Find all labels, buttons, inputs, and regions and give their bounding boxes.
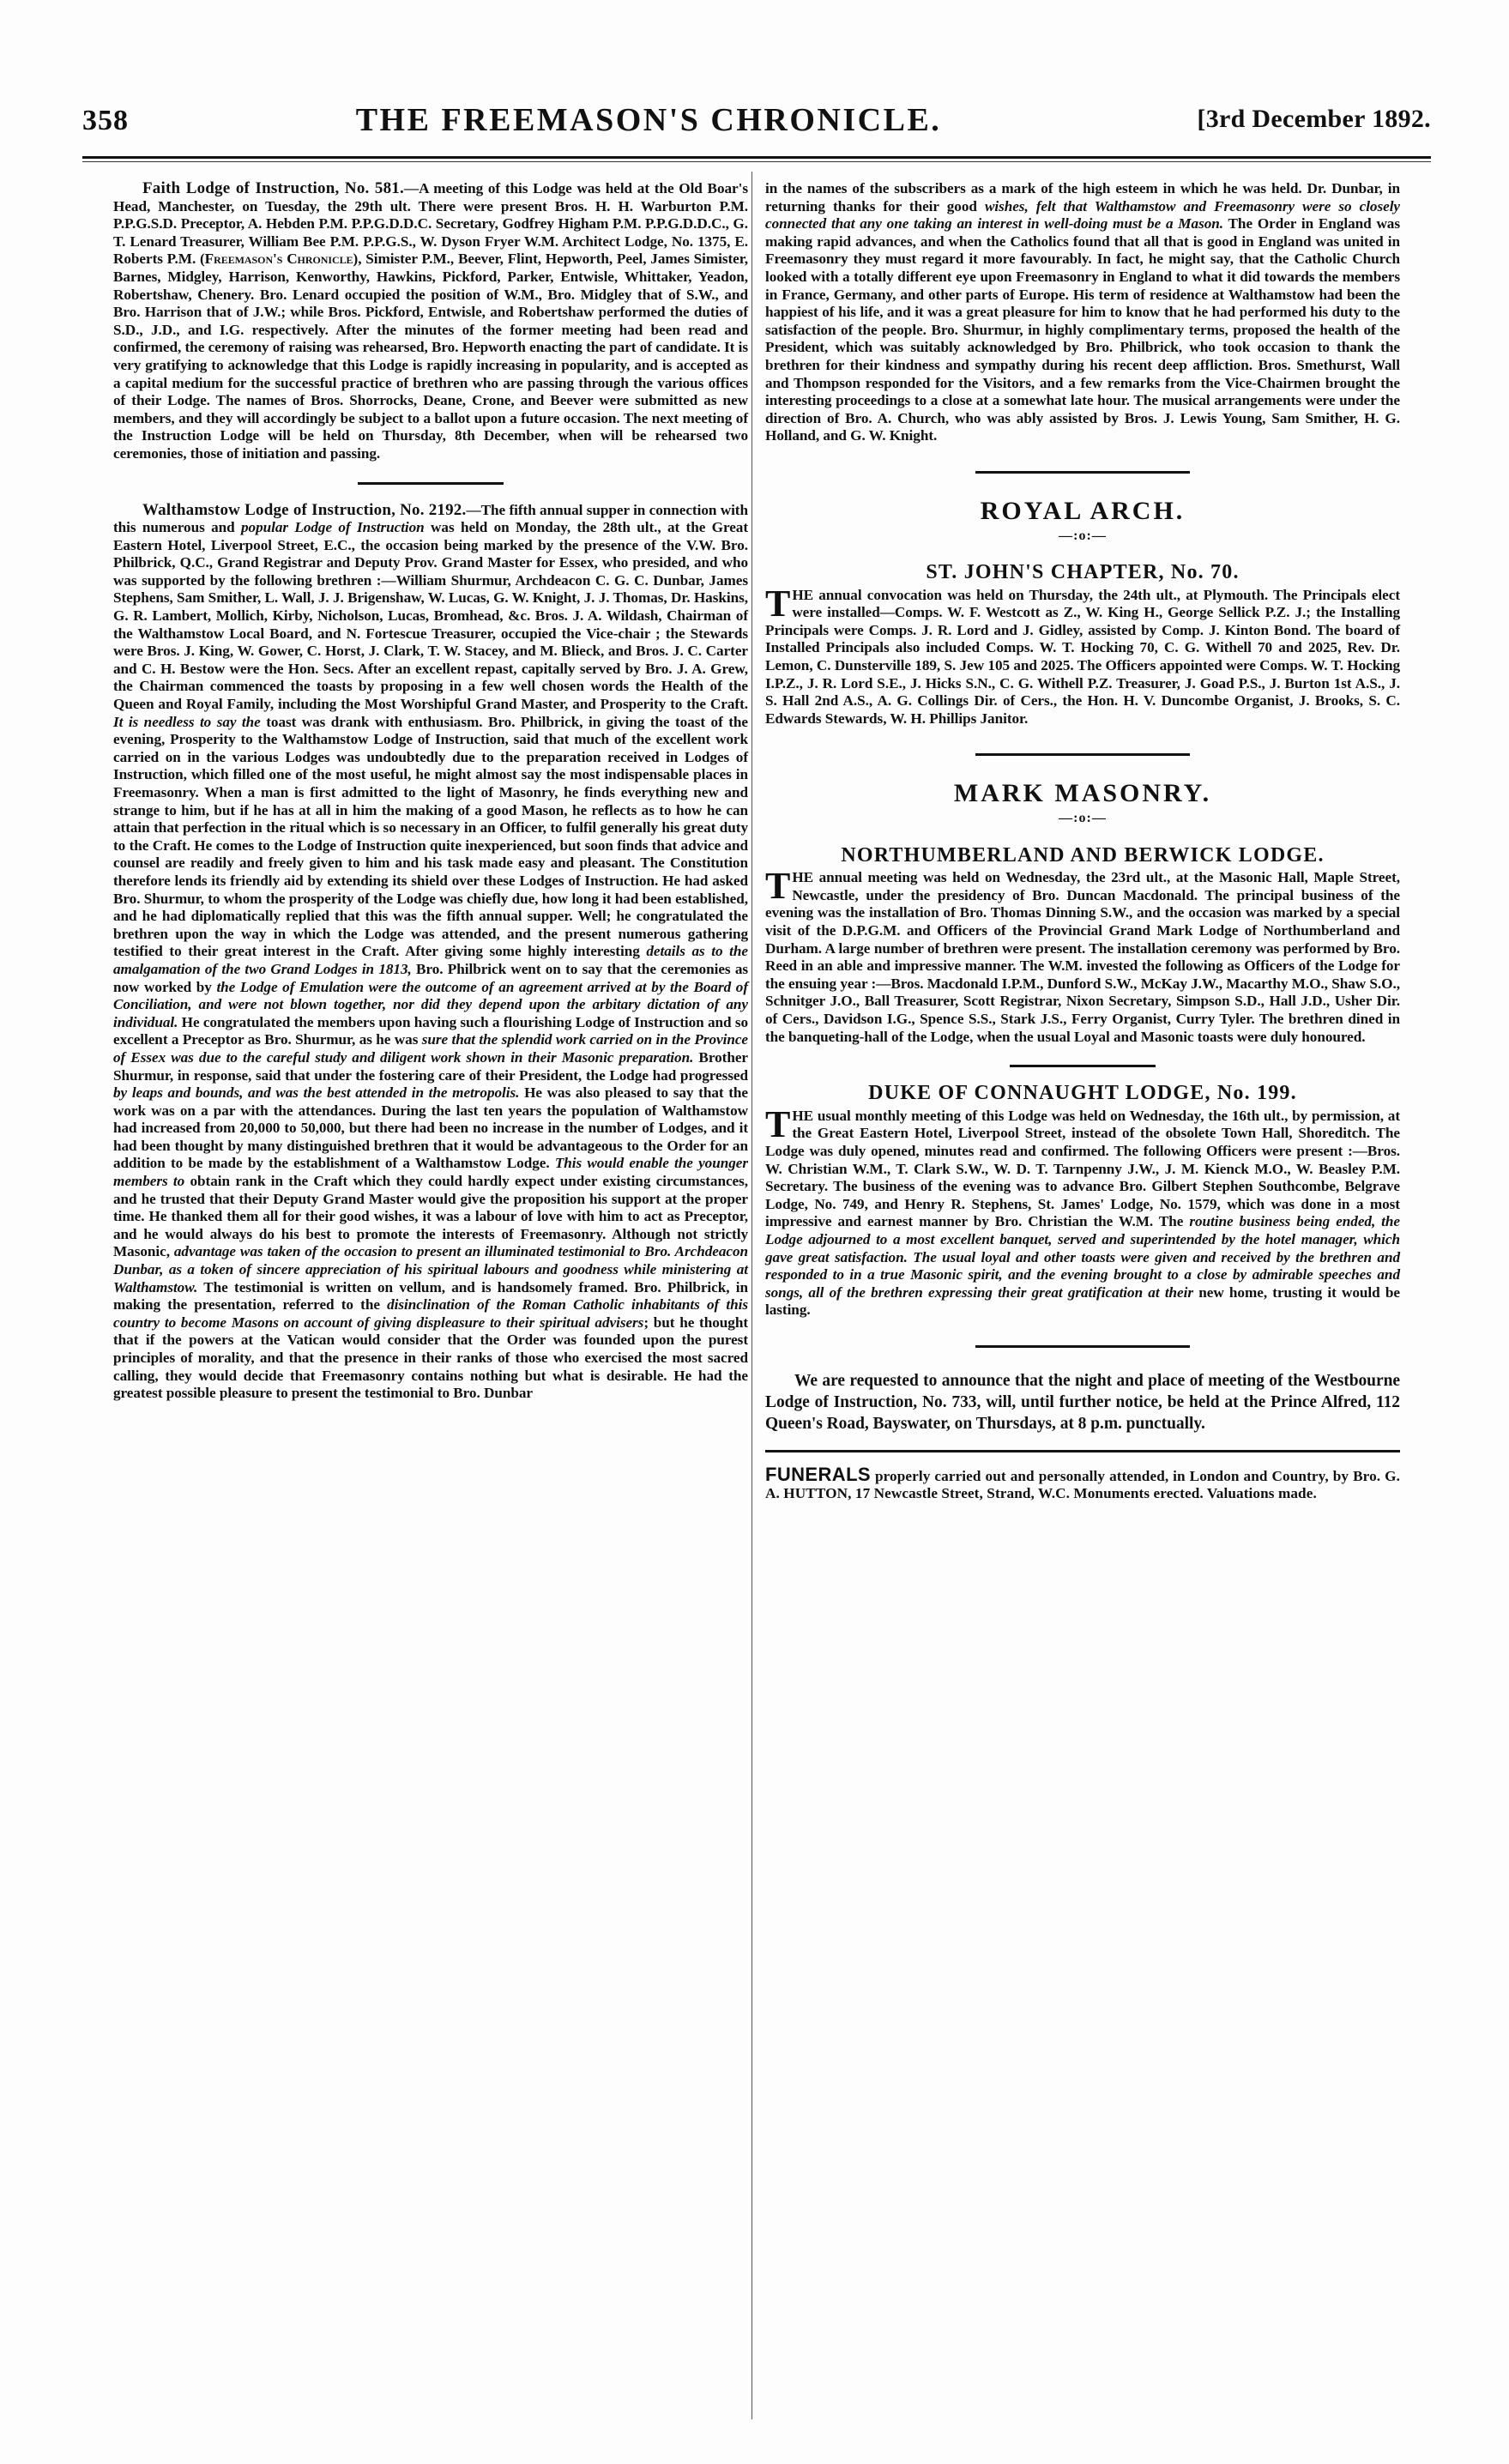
drop-cap-royal-arch: T (765, 582, 791, 625)
walthamstow-italic-5: sure that the splendid work carried on in the Province of Essex was due to the careful study and diligent work shown in their Masonic preparation. (113, 1031, 748, 1066)
ornament-mark-masonry: —:o:— (1059, 811, 1107, 826)
article-walthamstow-continued (765, 180, 1400, 445)
duke-connaught-text-2: new home, trusting it would be lasting. (765, 1283, 1400, 1319)
walthamstow-italic-9: disinclination of the Roman Catholic inhabitants of this country to become Masons on account of giving displeasure to their spiritual advisers (113, 1296, 748, 1331)
advert-rule (765, 1450, 1400, 1452)
subsection-title-st-johns-chapter: ST. JOHN'S CHAPTER, No. 70. (926, 561, 1240, 584)
walthamstow-text-8: obtain rank in the Craft which they could hardly expect under existing circumstances, and he trusted that their Deputy Grand Master would give the proposition his support at the proper time. He thanked them all for their good wishes, it was a labour of love with him to act as Preceptor, and he would always do his best to promote the interests of Freemasonry. Although not strictly Masonic, (113, 1173, 748, 1260)
walthamstow-italic-8: advantage was taken of the occasion to present an illuminated testimonial to Bro. Archdeacon Dunbar, as a token of sincere appreciation of his spiritual labours and goodness while ministering at Walthamstow. (113, 1243, 748, 1295)
walthamstow-text-6: Brother Shurmur, in response, said that under the fostering care of their President, the Lodge had progressed (113, 1048, 748, 1084)
article-body-faith-lodge: ), Simister P.M., Beever, Flint, Hepworth, Peel, James Simister, Barnes, Midgley, Harrison, Kenworthy, Hawkins, Pickford, Parker, Entwisle, Whittaker, Yeadon, Robertshaw, Chenery. Bro. Lenard occupied the position of W.M., Bro. Midgley that of S.W., and Bro. Harrison that of J.W.; while Bros. Pickford, Entwisle, and Robertshaw performed the duties of S.D., J.D., and I.G. respectively. After the minutes of the former meeting had been read and confirmed, the ceremony of raising was rehearsed, Bro. Hepworth enacting the part of candidate. It is very gratifying to acknowledge that this Lodge is rapidly increasing in popularity, and is accepted as a capital medium for the successful practice of brethren who are passing through the various offices of their Lodge. The names of Bros. Shorrocks, Deane, Crone, and Beever were submitted as new members, and they will accordingly be subject to a ballot upon a future occasion. The next meeting of the Instruction Lodge will be held on Thursday, 8th December, when will be rehearsed two ceremonies, those of initiation and passing. (113, 251, 749, 462)
article-heading-walthamstow: Walthamstow Lodge of Instruction, No. 2192. (142, 500, 467, 519)
right-column (765, 180, 1400, 1503)
walthamstow-text-9: The testimonial is written on vellum, and is handsomely framed. Bro. Philbrick, in making the presentation, referred to the (113, 1278, 748, 1314)
advert-line-2: in London and Country, by Bro. G. A. HUTTON, 17 Newcastle (765, 1467, 1401, 1502)
subsection-title-duke-of-connaught: DUKE OF CONNAUGHT LODGE, No. 199. (868, 1082, 1297, 1105)
walthamstow-text-10: ; but he thought that if the powers at the Vatican would consider that the Order was founded upon the purest principles of morality, and that the presence in their ranks of those who exercised the most sacred calling, they would decide that Freemasonry contains nothing but what is desirable. He had the greatest possible pleasure to present the testimonial to Bro. Dunbar (113, 1314, 749, 1402)
article-st-johns-chapter (765, 582, 1400, 728)
advert-line-3: Street, Strand, W.C. Monuments erected. Valuations made. (941, 1485, 1317, 1502)
section-rule-duke-connaught (1010, 1065, 1156, 1067)
subsection-title-northumberland-berwick: NORTHUMBERLAND AND BERWICK LODGE. (841, 843, 1325, 867)
advert-headword: FUNERALS (765, 1463, 871, 1485)
walthamstow-text-4: Bro. Philbrick went on to say that the ceremonies as now worked by (113, 960, 749, 995)
walthamstow-text-2: was held on Monday, the 28th ult., at the Great Eastern Hotel, Liverpool Street, E.C., the occasion being marked by the presence of the V.W. Bro. Philbrick, Q.C., Grand Registrar and Deputy Prov. Grand Master for Essex, who presided, and who was supported by the following brethren :—William Shurmur, Archdeacon C. G. C. Dunbar, James Stephens, Sam Smither, L. Wall, J. J. Brigenshaw, W. Lucas, G. W. Knight, J. J. Thomas, Dr. Haskins, G. R. Lambert, Mollich, Kirby, Nicholson, Lucas, Bromhead, &c. Bros. J. A. Wildash, Chairman of the Walthamstow Local Board, and N. Fortescue Treasurer, occupied the Vice-chair ; the Stewards were Bros. J. King, W. Gower, C. Horst, J. Clark, T. W. Stacey, and M. Blieck, and Bros. J. C. Carter and C. H. Bestow were the Hon. Secs. After an excellent repast, capitally served by Bro. J. A. Grew, the Chairman commenced the toasts by proposing in a few well chosen words the Health of the Queen and Royal Family, including the Most Worshipful Grand Master, and Prosperity to the Craft. (113, 519, 749, 713)
publication-title: THE FREEMASON'S CHRONICLE. (355, 102, 942, 138)
walthamstow-italic-2: It is needless to say the (113, 713, 261, 730)
section-title-royal-arch: ROYAL ARCH. (980, 496, 1186, 525)
advert-line-1: properly carried out and personally attended, (870, 1467, 1169, 1484)
page-number: 358 (82, 105, 129, 136)
masthead (82, 101, 1431, 153)
duke-connaught-italic: routine business being ended, the Lodge adjourned to a most excellent banquet, served and superintended by the hotel manager, which gave great satisfaction. The usual loyal and other toasts were given and received by the brethren and responded to in a true Masonic spirit, and the evening brought to a close by admirable speeches and songs, all of the brethren expressing their great gratification at their (765, 1213, 1400, 1301)
article-lead-faith-lodge: —A meeting of this Lodge was held at the Old Boar's Head, Manchester, on Tuesday, the 29th ult. There were present Bros. H. H. Warburton P.M. P.P.G.S.D. Preceptor, A. Hebden P.M. P.P.G.D.D.C. Secretary, Godfrey Higham P.M. P.P.G.D.D.C., G. T. Lenard Treasurer, William Bee P.M. P.P.G.S., W. Dyson Fryer W.M. Architect Lodge, No. 1375, E. Roberts P.M. ( (113, 180, 748, 268)
article-heading-faith-lodge: Faith Lodge of Instruction, No. 581. (142, 179, 404, 197)
freemasons-chronicle-mention: Freemason's Chronicle (204, 251, 353, 268)
walthamstow-text-1: —The fifth annual supper in connection with this numerous and (113, 501, 748, 536)
article-walthamstow-lodge (113, 502, 748, 1403)
section-title-mark-masonry: MARK MASONRY. (953, 779, 1212, 808)
section-rule-royal-arch (975, 471, 1190, 474)
article-duke-of-connaught (765, 1102, 1400, 1320)
section-rule-mark-masonry (975, 753, 1190, 756)
column-divider (751, 172, 752, 2419)
masthead-rule-thin (82, 161, 1431, 162)
continued-text-1: in the names of the subscribers as a mark of the high esteem in which he was held. Dr. Dunbar, in returning thanks for their good (765, 180, 1400, 214)
walthamstow-italic-7: This would enable the younger members to (113, 1155, 748, 1190)
duke-connaught-text-1: HE usual monthly meeting of this Lodge was held on Wednesday, the 16th ult., by permission, at the Great Eastern Hotel, Liverpool Street, instead of the obsolete Town Hall, Shoreditch. The Lodge was duly opened, minutes read and confirmed. The following Officers were present :—Bros. W. Christian W.M., T. Clark S.W., W. D. T. Tarnpenny J.W., J. M. Kienck M.O., W. Beasley P.M. Secretary. The business of the evening was to advance Bro. Gilbert Stephen Southcombe, Belgrave Lodge, No. 749, and Henry R. Stephens, St. James' Lodge, No. 1579, which was done in a most impressive and earnest manner by Bro. Christian the W.M. The (765, 1107, 1400, 1230)
walthamstow-text-3: toast was drank with enthusiasm. Bro. Philbrick, in giving the toast of the evening, Prosperity to the Walthamstow Lodge of Instruction, said that much of the excellent work carried on in the various Lodges was undoubtedly due to the preparation received in Lodges of Instruction, which filled one of the most useful, he might almost say the most indispensable places in Freemasonry. When a man is first admitted to the light of Masonry, he finds everything new and strange to him, but if he has at all in him the making of a good Mason, he reflects as to how he can attain that perfection in the ritual which is so necessary in an Officer, to fulfil generally his great duty to the Craft. He comes to the Lodge of Instruction quite inexperienced, but soon finds that advice and counsel are readily and freely given to him and his task made easy and pleasant. The Constitution therefore lends its friendly aid by extending its shield over these Lodges of Instruction. He had asked Bro. Shurmur, to whom the prosperity of the Lodge was chiefly due, how long it had been established, and he had diplomatically replied that this was the fifth annual supper. Well; he congratulated the brethren upon the way in which the Lodge was attended, and the present numerous gathering testified to their great interest in the Craft. After giving some highly interesting (113, 713, 748, 960)
walthamstow-text-5: He congratulated the members upon having such a flourishing Lodge of Instruction and so excellent a Preceptor as Bro. Shurmur, as he was (113, 1013, 748, 1048)
announcement-westbourne-lodge: We are requested to announce that the night and place of meeting of the Westbourne Lodge of Instruction, No. 733, will, until further notice, be held at the Prince Alfred, 112 Queen's Road, Bayswater, on Thursdays, at 8 p.m. punctually. (765, 1371, 1400, 1433)
continued-text-2: The Order in England was making rapid advances, and when the Catholics found that all that is good in England was united in Freemasonry they must regard it more favourably. In fact, he might say, that the Catholic Church looked with a totally different eye upon Freemasonry in England to what it did towards the members in France, Germany, and other parts of Europe. His term of residence at Walthamstow had been the happiest of his life, and it was a great pleasure for him to know that he had performed his duty to the satisfaction of the people. Bro. Shurmur, in highly complimentary terms, proposed the health of the President, which was suitably acknowledged by Bro. Philbrick, who took occasion to thank the brethren for their kindness and sympathy during his recent deep affliction. Bros. Smethurst, Wall and Thompson responded for the Visitors, and a few remarks from the Vice-Chairmen brought the interesting proceedings to a close at a somewhat late hour. The musical arrangements were under the direction of Bro. A. Church, who was ably assisted by Bros. J. Lewis Young, Sam Smither, H. G. Holland, and G. W. Knight. (765, 215, 1400, 444)
issue-date: [3rd December 1892. (1197, 105, 1431, 133)
advertisement-funerals (765, 1463, 1401, 1503)
article-northumberland-berwick (765, 865, 1400, 1046)
masthead-rule (82, 156, 1431, 159)
drop-cap-duke-connaught: T (765, 1102, 791, 1145)
section-rule-announcement (975, 1345, 1190, 1348)
drop-cap-northumberland: T (765, 865, 791, 908)
article-faith-lodge (113, 180, 748, 463)
walthamstow-italic-4: the Lodge of Emulation were the outcome of an agreement arrived at by the Board of Conciliation, and were not blown together, nor did they depend upon the arbitary dictation of any individual. (113, 978, 748, 1030)
continued-italic-1: wishes, felt that Walthamstow and Freemasonry were so closely connected that any one taking an interest in well-doing must be a Mason. (765, 197, 1400, 233)
left-column (113, 180, 748, 1403)
walthamstow-italic-1: popular Lodge of Instruction (240, 519, 425, 536)
northumberland-body: HE annual meeting was held on Wednesday, the 23rd ult., at the Masonic Hall, Maple Street, Newcastle, under the presidency of Bro. Duncan Macdonald. The principal business of the evening was the installation of Bro. Thomas Dinning S.W., and the occasion was marked by a special visit of the D.P.G.M. and Officers of the Provincial Grand Mark Lodge of Northumberland and Durham. A large number of brethren were present. The installation ceremony was performed by Bro. Reed in an able and impressive manner. The W.M. invested the following as Officers of the Lodge for the ensuing year :—Bros. Macdonald I.P.M., Dunford S.W., McKay J.W., Macarthy M.O., Shaw S.O., Schnitger J.O., Ball Treasurer, Scott Registrar, Nixon Secretary, Simpson S.D., Hall J.D., Usher Dir. of Cers., Davidson I.G., Spence S.S., Stark J.S., Ferry Organist, Curry Tyler. The brethren dined in the banqueting-hall of the Lodge, when the usual Loyal and Masonic toasts were duly honoured. (765, 869, 1400, 1045)
section-rule-1 (358, 482, 504, 485)
walthamstow-text-7: He was also pleased to say that the work was on a par with the attendances. During the last ten years the population of Walthamstow had increased from 20,000 to 50,000, but there had been no increase in the number of Lodges, and it had been thought by many distinguished brethren that it would be advantageous to the Order for an addition to be made by the establishment of a Walthamstow Lodge. (113, 1084, 749, 1172)
walthamstow-italic-3: details as to the amalgamation of the two Grand Lodges in 1813, (113, 943, 748, 977)
ornament-royal-arch: —:o:— (1059, 528, 1107, 543)
walthamstow-italic-6: by leaps and bounds, and was the best attended in the metropolis. (113, 1084, 520, 1102)
st-johns-body: HE annual convocation was held on Thursday, the 24th ult., at Plymouth. The Principals elect were installed—Comps. W. F. Westcott as Z., W. King H., George Sellick P.Z. J.; the Installing Principals were Comps. J. R. Lord and J. Gidley, assisted by Comp. J. Kinton Bond. The board of Installed Principals also included Comps. W. T. Hocking 70, C. G. Withell 70 and 2025, Rev. Dr. Lemon, C. Dunsterville 189, S. Jew 105 and 2025. The Officers appointed were Comps. W. T. Hocking I.P.Z., J. R. Lord S.E., J. Hicks S.N., C. G. Withell P.Z. Treasurer, J. Goad P.S., J. Burton 1st A.S., J. S. Hall 2nd A.S., A. G. Collings Dir. of Cers., the Hon. H. V. Duncombe Organist, J. Brooks, S. C. Edwards Stewards, W. H. Phillips Janitor. (765, 586, 1400, 727)
